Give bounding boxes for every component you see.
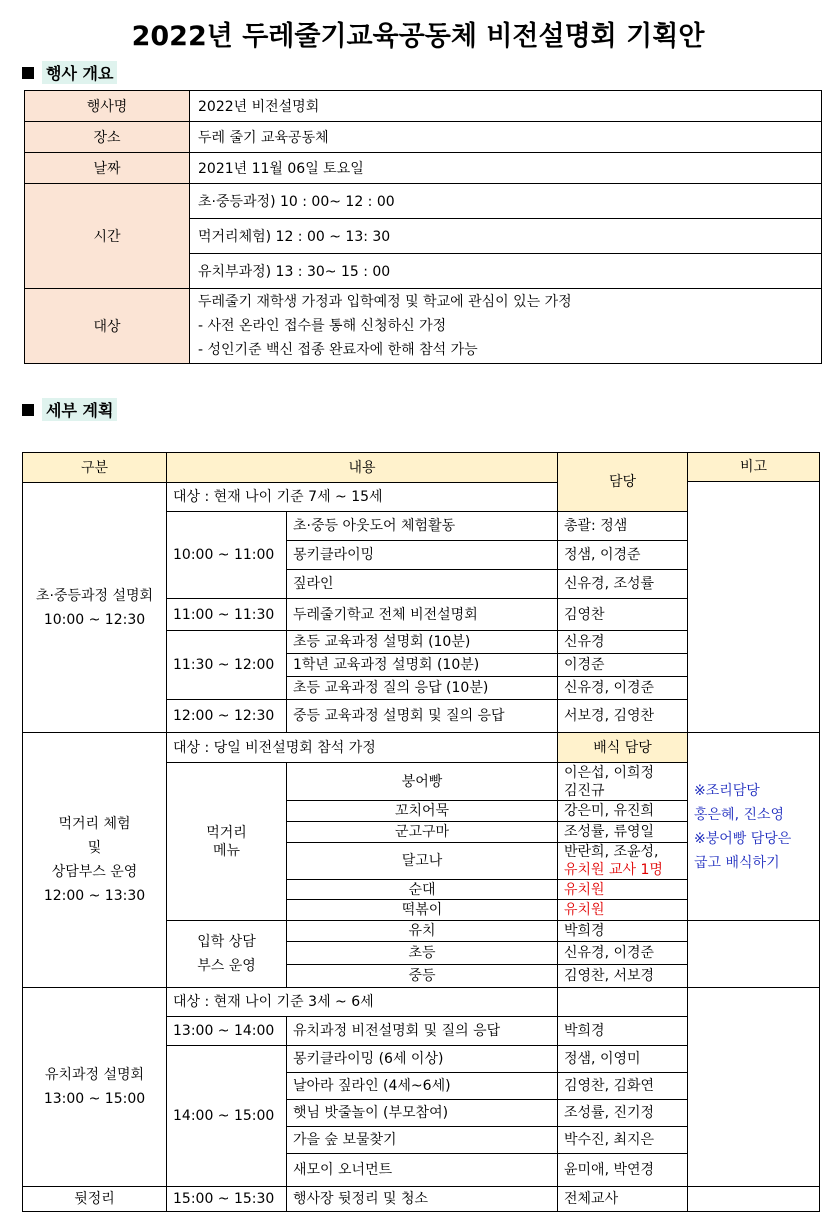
note-cell-empty: [688, 921, 820, 988]
s1-content: 초·중등 아웃도어 체험활동: [287, 512, 558, 541]
target-line: - 사전 온라인 접수를 통해 신청하신 가정: [198, 318, 447, 334]
time-value: 초·중등과정) 10 : 00~ 12 : 00: [190, 184, 822, 219]
s3-time-slot: 13:00 ~ 14:00: [167, 1017, 287, 1046]
square-bullet-icon: [22, 67, 34, 79]
food-staff: [558, 763, 688, 801]
s1-name: 초·중등과정 설명회: [35, 587, 154, 604]
s2-name: 및: [87, 840, 102, 856]
booth-item: 초등: [287, 942, 558, 965]
s1-content: 두레줄기학교 전체 비전설명회: [287, 599, 558, 631]
s1-content: 초등 교육과정 질의 응답 (10분): [287, 677, 558, 700]
document-title: 2022년 두레줄기교육공동체 비전설명회 기획안: [131, 21, 705, 52]
s1-content: 몽키클라이밍: [287, 541, 558, 570]
s1-staff: 이경준: [558, 654, 688, 677]
header-category: 구분: [23, 453, 167, 483]
s2-name: 상담부스 운영: [51, 864, 138, 880]
s2-menu-label: [167, 763, 287, 921]
food-item: 군고구마: [287, 822, 558, 843]
note-cell-empty: [688, 1187, 820, 1212]
staff-line: 반란희, 조윤성,: [564, 844, 659, 860]
booth-staff: 신유경, 이경준: [558, 942, 688, 965]
target-line: - 성인기준 백신 접종 완료자에 한해 참석 가능: [198, 342, 478, 358]
time-value: 유치부과정) 13 : 30~ 15 : 00: [190, 254, 822, 289]
place-label: 장소: [25, 122, 190, 153]
s3-content: 몽키클라이밍 (6세 이상): [287, 1046, 558, 1073]
event-label: 행사명: [25, 91, 190, 122]
s3-staff: 조성률, 진기정: [558, 1100, 688, 1127]
table-row: [25, 91, 822, 122]
food-item: 붕어빵: [287, 763, 558, 801]
booth-item: 유치: [287, 921, 558, 942]
booth-label-line: 입학 상담: [197, 934, 256, 950]
s1-time-slot: 10:00 ~ 11:00: [167, 512, 287, 599]
s2-target: 대상 : 당일 비전설명회 참석 가정: [167, 733, 558, 763]
s2-time: 12:00 ~ 13:30: [43, 888, 146, 904]
s3-target: 대상 : 현재 나이 기준 3세 ~ 6세: [167, 988, 558, 1017]
s3-content: 유치과정 비전설명회 및 질의 응답: [287, 1017, 558, 1046]
s3-name: 유치과정 설명회: [44, 1067, 145, 1083]
s4-category: 뒷정리: [23, 1187, 167, 1212]
menu-label-line: 메뉴: [212, 842, 241, 859]
note-line: ※조리담당: [694, 782, 760, 799]
s3-category: [23, 988, 167, 1187]
target-value: [190, 289, 822, 364]
s3-staff: 김영찬, 김화연: [558, 1073, 688, 1100]
target-line: 두레줄기 재학생 가정과 입학예정 및 학교에 관심이 있는 가정: [198, 294, 572, 310]
note-line: ※붕어빵 담당은: [694, 830, 792, 847]
staff-line: 이은섭, 이희정: [564, 764, 655, 781]
food-staff: 조성률, 류영일: [558, 822, 688, 843]
s1-time-slot: 11:00 ~ 11:30: [167, 599, 287, 631]
s1-time: 10:00 ~ 12:30: [43, 611, 146, 628]
food-item: 달고나: [287, 843, 558, 880]
s3-time: 13:00 ~ 15:00: [43, 1091, 146, 1107]
section-heading-detail: 세부 계획: [22, 398, 117, 421]
s3-content: 가을 숲 보물찾기: [287, 1127, 558, 1154]
s1-time-slot: 12:00 ~ 12:30: [167, 700, 287, 733]
food-item: 떡볶이: [287, 900, 558, 921]
detail-table: [22, 452, 820, 1212]
s3-staff: 박수진, 최지은: [558, 1127, 688, 1154]
s2-note: [688, 733, 820, 921]
s1-time-slot: 11:30 ~ 12:00: [167, 631, 287, 700]
food-staff: [558, 843, 688, 880]
time-value: 먹거리체험) 12 : 00 ~ 13: 30: [190, 219, 822, 254]
place-value: 두레 줄기 교육공동체: [190, 122, 822, 153]
table-row: [25, 153, 822, 184]
s3-content: 날아라 짚라인 (4세~6세): [287, 1073, 558, 1100]
header-staff: 담당: [558, 453, 688, 512]
table-row: [25, 122, 822, 153]
booth-label-line: 부스 운영: [197, 958, 256, 974]
s1-staff: 총괄: 정샘: [558, 512, 688, 541]
overview-table: [24, 90, 822, 364]
s1-staff: 신유경: [558, 631, 688, 654]
food-staff: 강은미, 유진희: [558, 801, 688, 822]
s1-category: [23, 483, 167, 733]
header-note: 비고: [688, 453, 820, 482]
booth-item: 중등: [287, 965, 558, 988]
note-cell-empty: [688, 482, 820, 733]
table-row: [25, 289, 822, 364]
section-heading-overview: 행사 개요: [22, 61, 117, 84]
s4-content: 행사장 뒷정리 및 청소: [287, 1187, 558, 1212]
staff-line: 유치원 교사 1명: [564, 862, 663, 878]
food-item: 꼬치어묵: [287, 801, 558, 822]
booth-staff: 박희경: [558, 921, 688, 942]
square-bullet-icon: [22, 404, 34, 416]
note-line: 홍은혜, 진소영: [694, 806, 785, 823]
table-row: [23, 453, 820, 482]
booth-staff: 김영찬, 서보경: [558, 965, 688, 988]
table-row: [23, 988, 820, 1017]
staff-line: 김진규: [564, 782, 605, 799]
s1-staff: 신유경, 이경준: [558, 677, 688, 700]
table-row: [23, 733, 820, 763]
s1-content: 짚라인: [287, 570, 558, 599]
s3-content: 햇님 밧줄놀이 (부모참여): [287, 1100, 558, 1127]
s1-staff: 서보경, 김영찬: [558, 700, 688, 733]
s2-booth-label: [167, 921, 287, 988]
time-label: 시간: [25, 184, 190, 289]
s3-staff-empty: [558, 988, 688, 1017]
s1-content: 중등 교육과정 설명회 및 질의 응답: [287, 700, 558, 733]
table-row: [25, 184, 822, 219]
s1-staff: 신유경, 조성률: [558, 570, 688, 599]
s3-staff: 박희경: [558, 1017, 688, 1046]
table-row: [23, 1187, 820, 1212]
s4-staff: 전체교사: [558, 1187, 688, 1212]
date-label: 날짜: [25, 153, 190, 184]
s1-staff: 정샘, 이경준: [558, 541, 688, 570]
note-line: 굽고 배식하기: [694, 854, 780, 871]
food-staff: 유치원: [558, 880, 688, 900]
food-staff: 유치원: [558, 900, 688, 921]
food-item: 순대: [287, 880, 558, 900]
s3-staff: 정샘, 이영미: [558, 1046, 688, 1073]
header-content: 내용: [167, 453, 558, 483]
s1-staff: 김영찬: [558, 599, 688, 631]
s1-target: 대상 : 현재 나이 기준 7세 ~ 15세: [167, 483, 558, 512]
s3-staff: 윤미애, 박연경: [558, 1154, 688, 1187]
s4-time-slot: 15:00 ~ 15:30: [167, 1187, 287, 1212]
menu-label-line: 먹거리: [206, 824, 247, 841]
s2-staff-header: 배식 담당: [558, 733, 688, 763]
date-value: 2021년 11월 06일 토요일: [190, 153, 822, 184]
s2-category: [23, 733, 167, 988]
s1-content: 1학년 교육과정 설명회 (10분): [287, 654, 558, 677]
target-label: 대상: [25, 289, 190, 364]
s2-name: 먹거리 체험: [58, 816, 131, 832]
event-value: 2022년 비전설명회: [190, 91, 822, 122]
s1-content: 초등 교육과정 설명회 (10분): [287, 631, 558, 654]
note-cell-empty: [688, 988, 820, 1187]
s3-time-slot: 14:00 ~ 15:00: [167, 1046, 287, 1187]
s3-content: 새모이 오너먼트: [287, 1154, 558, 1187]
